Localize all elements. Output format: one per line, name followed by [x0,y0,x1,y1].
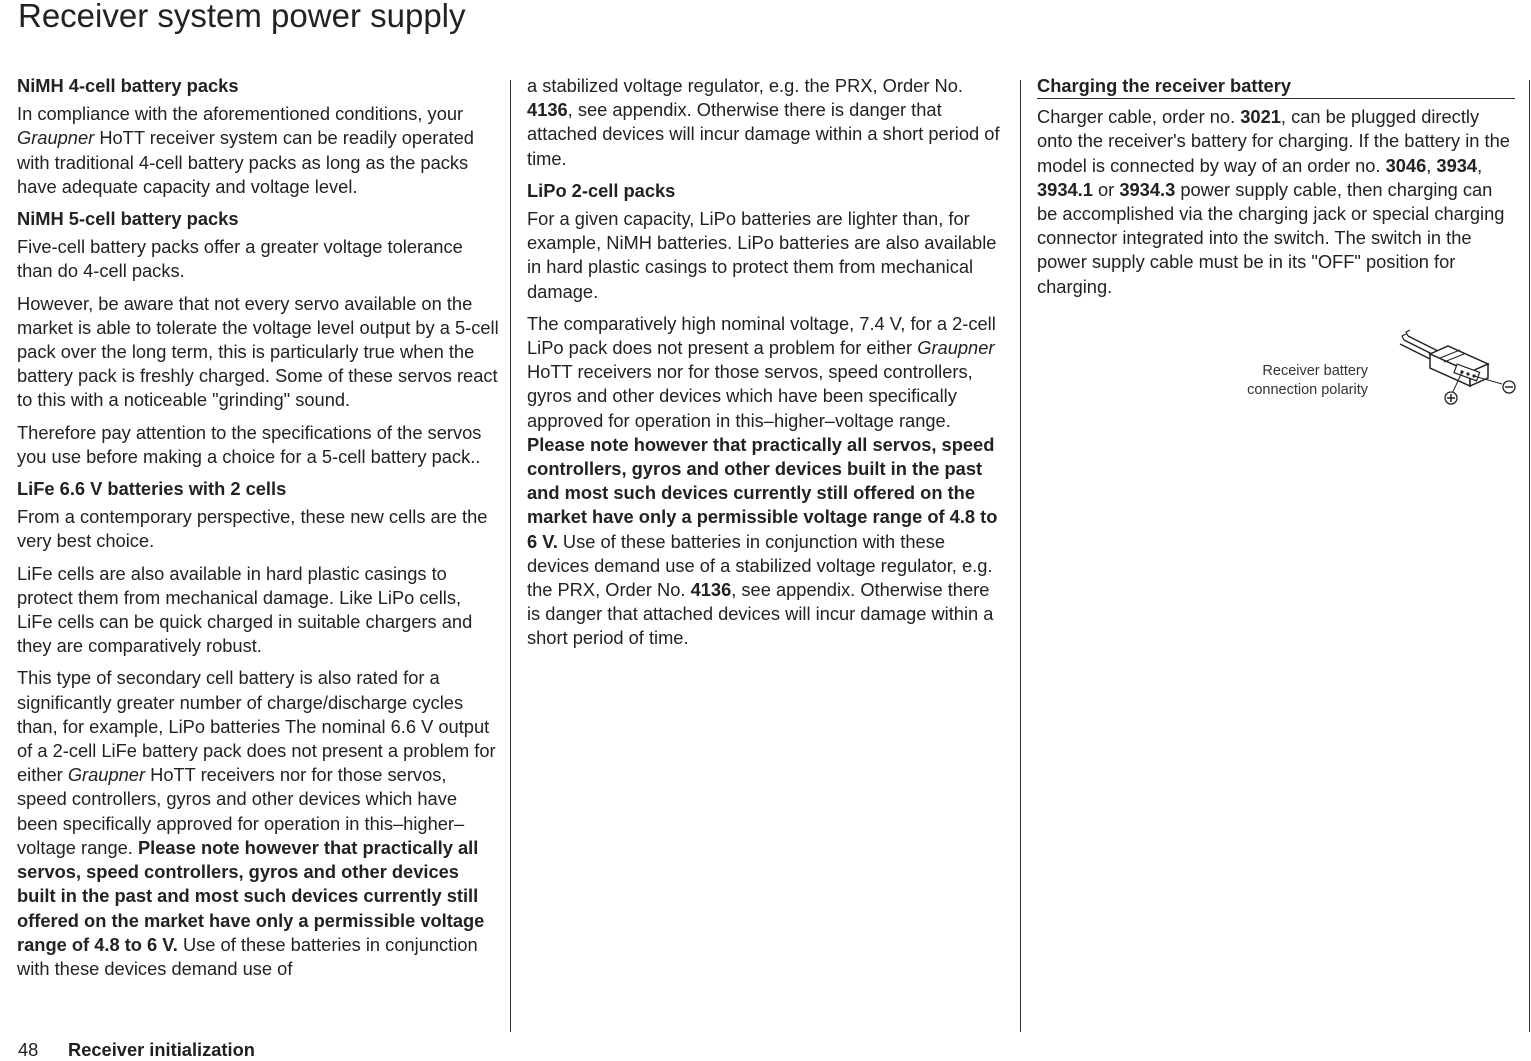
paragraph: However, be aware that not every servo available on the market is able to tolerate the voltage level output by a 5-cell pack over the long term, this is particularly true when the battery pack is freshly charged. Some of these servos react to this with a noticeable "grinding" sound. [17,292,499,411]
paragraph: From a contemporary perspective, these new cells are the very best choice. [17,506,488,552]
column-divider [1020,80,1021,1032]
heading-nimh-4-cell: NiMH 4-cell battery packs [17,75,239,96]
paragraph: Therefore pay attention to the specifications of the servos you use before making a choice for a 5-cell battery pack.. [17,421,482,467]
order-number: 4136 [527,99,568,121]
footer-section-title: Receiver initialization [68,1039,255,1060]
paragraph: In compliance with the aforementioned conditions, your Graupner HoTT receiver system can be readily operated with traditional 4-cell battery packs as long as the packs have adequate capacity and voltage level. [17,103,474,197]
paragraph: Five-cell battery packs offer a greater voltage tolerance than do 4-cell packs. [17,236,463,282]
heading-charging: Charging the receiver battery [1037,74,1515,99]
plus-icon [1445,392,1457,404]
column-divider [510,80,511,1032]
page-title: Receiver system power supply [18,0,466,34]
order-number: 3934.3 [1119,178,1176,200]
column-1 [17,74,499,989]
paragraph: Charger cable, order no. 3021, can be plugged directly onto the receiver's battery for charging. If the battery in the model is connected by way of an order no. 3046, 3934, 3934.1 or 3934.3 power supply cable, then charging can be accomplished via the charging jack or special charging connector integrated into the switch. The switch in the power supply cable must be in its "OFF" position for charging. [1037,106,1510,297]
battery-connector-figure [1230,322,1520,410]
paragraph: a stabilized voltage regulator, e.g. the PRX, Order No. 4136, see appendix. Otherwise there is danger that attached devices will incur damage within a short period of time. [527,75,1000,169]
heading-nimh-5-cell: NiMH 5-cell battery packs [17,208,239,230]
brand-name: Graupner [67,764,146,786]
order-number: 3021 [1240,106,1281,128]
paragraph: For a given capacity, LiPo batteries are lighter than, for example, NiMH batteries. LiPo batteries are also available in hard plastic casings to protect them from mechanical damage. [527,208,997,302]
order-number: 3046 [1385,154,1427,176]
figure-caption: Receiver battery connection polarity [1247,363,1368,398]
order-number: 4136 [690,579,732,601]
page-number: 48 [18,1039,39,1060]
warning-text: Please note however that practically all servos, speed controllers, gyros and other devices built in the past and most such devices currently still offered on the market have only a permissible voltage range of 4.8 to 6 V. [17,836,485,955]
page-edge-line [1529,80,1530,1032]
brand-name: Graupner [917,337,995,359]
brand-name: Graupner [17,127,95,149]
paragraph: This type of secondary cell battery is also rated for a significantly greater number of charge/discharge cycles than, for example, LiPo batteries The nominal 6.6 V output of a 2-cell LiFe battery pack does not present a problem for either Graupner HoTT receivers nor for those servos, speed controllers, gyros and other devices which have been specifically approved for operation in this–higher–voltage range. Please note however that practically all servos, speed controllers, gyros and other devices built in the past and most such devices currently still offered on the market have only a permissible voltage range of 4.8 to 6 V. Use of these batteries in conjunction with these devices demand use of [17,667,496,979]
column-3 [1037,74,1515,307]
column-2 [527,74,1005,659]
paragraph: The comparatively high nominal voltage, 7.4 V, for a 2-cell LiPo pack does not present a problem for either Graupner HoTT receivers nor for those servos, speed controllers, gyros and other devices which have been specifically approved for operation in this–higher–voltage range. Please note however that practically all servos, speed controllers, gyros and other devices built in the past and most such devices currently still offered on the market have only a permissible voltage range of 4.8 to 6 V. Use of these batteries in conjunction with these devices demand use of a stabilized voltage regulator, e.g. the PRX, Order No. 4136, see appendix. Otherwise there is danger that attached devices will incur damage within a short period of time. [527,312,998,649]
order-number: 3934 [1436,154,1478,176]
minus-icon [1503,381,1515,393]
heading-lipo: LiPo 2-cell packs [527,179,676,201]
warning-text: Please note however that practically all servos, speed controllers, gyros and other devices built in the past and most such devices currently still offered on the market have only a permissible voltage range of 4.8 to 6 V. [527,433,998,552]
paragraph: LiFe cells are also available in hard plastic casings to protect them from mechanical damage. Like LiPo cells, LiFe cells can be quick charged in suitable chargers and they are comparatively robust. [17,562,473,657]
heading-life: LiFe 6.6 V batteries with 2 cells [17,478,287,500]
order-number: 3934.1 [1037,178,1093,200]
